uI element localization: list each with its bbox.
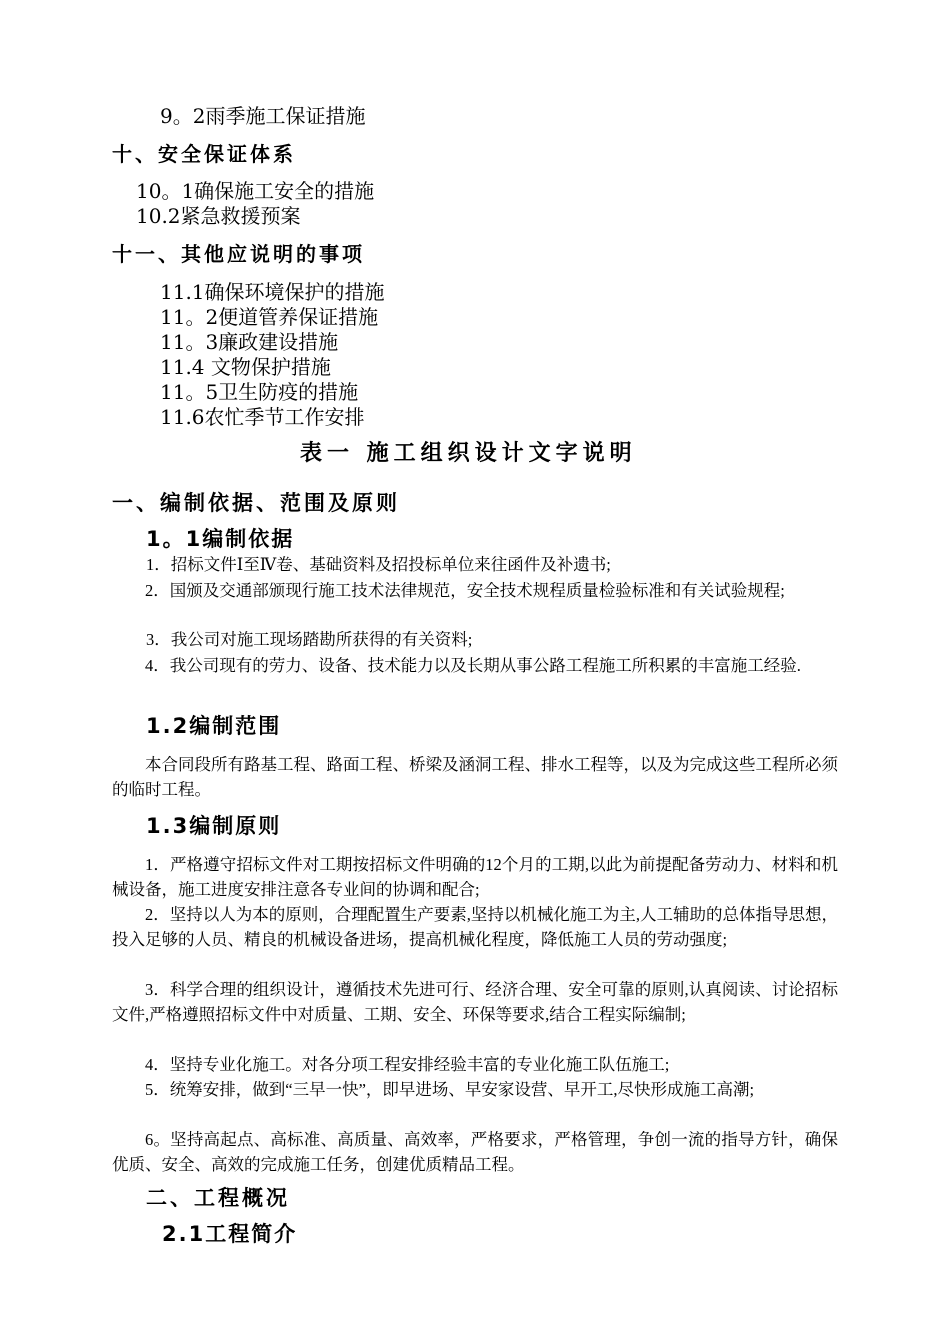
toc-item-11-2: 11。2便道管养保证措施 bbox=[160, 305, 379, 329]
document-title: 表一 施工组织设计文字说明 bbox=[300, 441, 637, 466]
section-2-heading: 二、工程概况 bbox=[146, 1186, 290, 1210]
toc-item-11-4: 11.4 文物保护措施 bbox=[160, 355, 331, 379]
principle-item-1: 1．严格遵守招标文件对工期按招标文件明确的12个月的工期,以此为前提配备劳动力、材料和机械设备，施工进度安排注意各专业间的协调和配合; bbox=[112, 855, 838, 899]
section-1-3-heading: 1.3编制原则 bbox=[146, 814, 282, 838]
toc-item-11-5: 11。5卫生防疫的措施 bbox=[160, 380, 359, 404]
toc-item-10-2: 10.2紧急救援预案 bbox=[136, 204, 301, 228]
toc-item-11-1: 11.1确保环境保护的措施 bbox=[160, 280, 385, 304]
section-1-heading: 一、编制依据、范围及原则 bbox=[112, 491, 400, 515]
principle-item-2: 2．坚持以人为本的原则，合理配置生产要素,坚持以机械化施工为主,人工辅助的总体指导思想，投入足够的人员、精良的机械设备进场，提高机械化程度，降低施工人员的劳动强度; bbox=[112, 905, 838, 949]
toc-item-10-1: 10。1确保施工安全的措施 bbox=[136, 179, 375, 203]
basis-item-2: 2．国颁及交通部颁现行施工技术法律规范，安全技术规程质量检验标准和有关试验规程; bbox=[145, 581, 785, 600]
toc-heading-11: 十一、其他应说明的事项 bbox=[112, 242, 365, 266]
section-1-1-heading: 1。1编制依据 bbox=[146, 527, 295, 551]
principle-item-3: 3．科学合理的组织设计，遵循技术先进可行、经济合理、安全可靠的原则,认真阅读、讨论招标文件,严格遵照招标文件中对质量、工期、安全、环保等要求,结合工程实际编制; bbox=[112, 980, 838, 1024]
principle-item-4: 4．坚持专业化施工。对各分项工程安排经验丰富的专业化施工队伍施工; bbox=[145, 1055, 670, 1074]
basis-item-1: 1．招标文件Ⅰ至Ⅳ卷、基础资料及招投标单位来往函件及补遗书; bbox=[146, 555, 611, 574]
basis-item-4: 4．我公司现有的劳力、设备、技术能力以及长期从事公路工程施工所积累的丰富施工经验. bbox=[145, 656, 801, 675]
basis-item-3: 3．我公司对施工现场踏勘所获得的有关资料; bbox=[146, 630, 473, 649]
section-1-2-heading: 1.2编制范围 bbox=[146, 714, 282, 738]
toc-item-11-6: 11.6农忙季节工作安排 bbox=[160, 405, 365, 429]
principle-item-5: 5．统筹安排，做到“三早一快”，即早进场、早安家设营、早开工,尽快形成施工高潮; bbox=[145, 1080, 755, 1099]
toc-item-9-2: 9。2雨季施工保证措施 bbox=[160, 104, 366, 128]
scope-text: 本合同段所有路基工程、路面工程、桥梁及涵洞工程、排水工程等，以及为完成这些工程所必须的临时工程。 bbox=[112, 755, 838, 799]
toc-item-11-3: 11。3廉政建设措施 bbox=[160, 330, 339, 354]
toc-heading-10: 十、安全保证体系 bbox=[112, 142, 296, 166]
principle-item-6: 6。坚持高起点、高标准、高质量、高效率，严格要求，严格管理，争创一流的指导方针，确保优质、安全、高效的完成施工任务，创建优质精品工程。 bbox=[112, 1130, 838, 1174]
section-2-1-heading: 2.1工程简介 bbox=[162, 1222, 298, 1246]
